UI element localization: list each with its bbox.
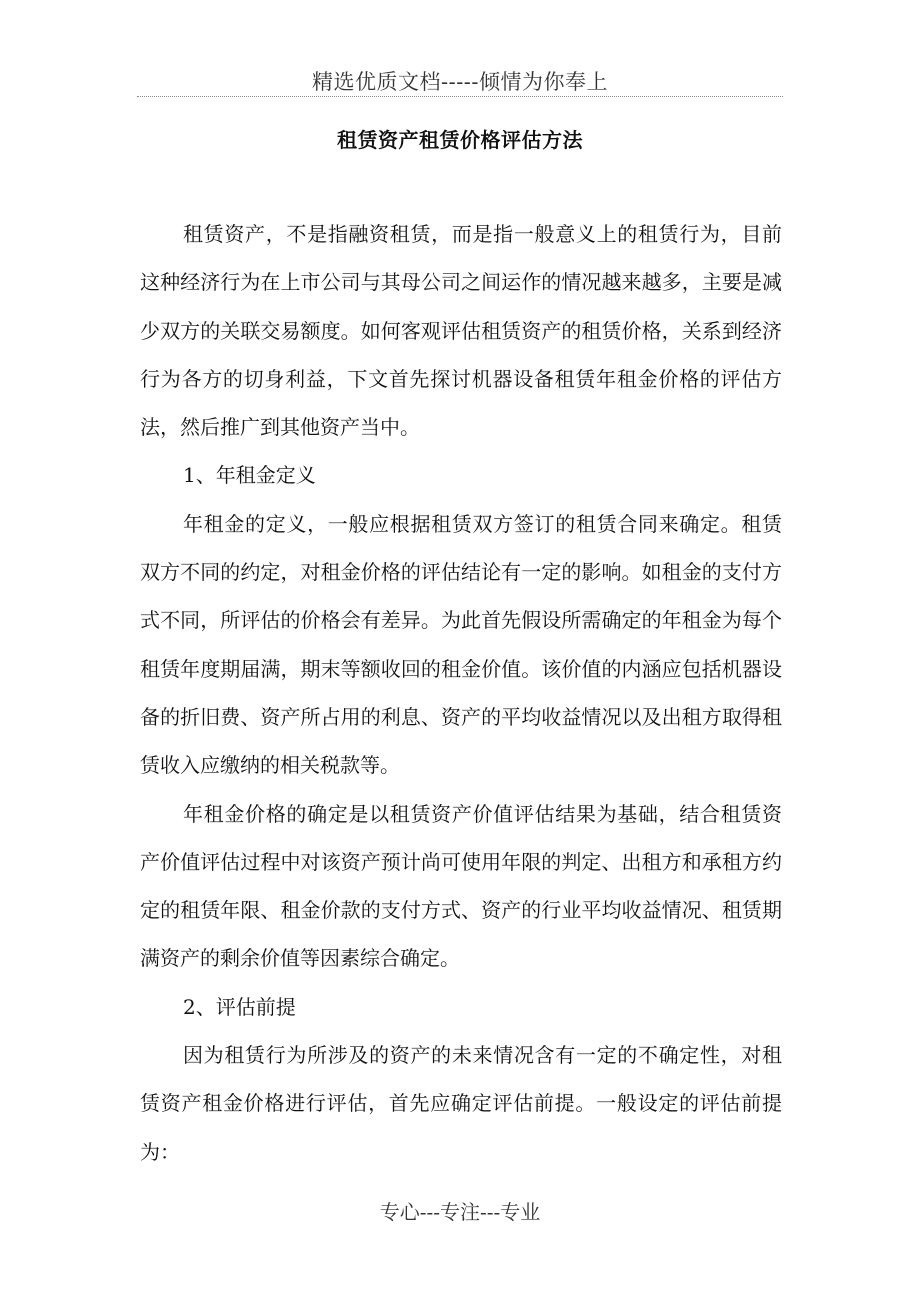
document-body xyxy=(140,210,782,1176)
page-header: 精选优质文档-----倾情为你奉上 xyxy=(312,70,608,94)
paragraph-annual-rent-pricing: 年租金价格的确定是以租赁资产价值评估结果为基础，结合租赁资产价值评估过程中对该资产预计尚可使用年限的判定、出租方和承租方约定的租赁年限、租金价款的支付方式、资产的行业平均收益情况、租赁期满资产的剩余价值等因素综合确定。 xyxy=(140,801,782,971)
paragraph-annual-rent-definition: 年租金的定义，一般应根据租赁双方签订的租赁合同来确定。租赁双方不同的约定，对租金价格的评估结论有一定的影响。如租金的支付方式不同，所评估的价格会有差异。为此首先假设所需确定的年租金为每个租赁年度期届满，期末等额收回的租金价值。该价值的内涵应包括机器设备的折旧费、资产所占用的利息、资产的平均收益情况以及出租方取得租赁收入应缴纳的相关税款等。 xyxy=(140,511,782,778)
section-heading-assumptions: 2、评估前提 xyxy=(183,994,296,1019)
page-footer: 专心---专注---专业 xyxy=(379,1200,541,1224)
paragraph-assumptions: 因为租赁行为所涉及的资产的未来情况含有一定的不确定性，对租赁资产租金价格进行评估，首先应确定评估前提。一般设定的评估前提为： xyxy=(140,1043,782,1164)
paragraph-intro: 租赁资产，不是指融资租赁，而是指一般意义上的租赁行为，目前这种经济行为在上市公司与其母公司之间运作的情况越来越多，主要是减少双方的关联交易额度。如何客观评估租赁资产的租赁价格，关系到经济行为各方的切身利益，下文首先探讨机器设备租赁年租金价格的评估方法，然后推广到其他资产当中。 xyxy=(140,222,782,440)
header-divider xyxy=(137,96,783,97)
document-title: 租赁资产租赁价格评估方法 xyxy=(337,128,583,152)
section-heading-annual-rent: 1、年租金定义 xyxy=(183,463,316,488)
